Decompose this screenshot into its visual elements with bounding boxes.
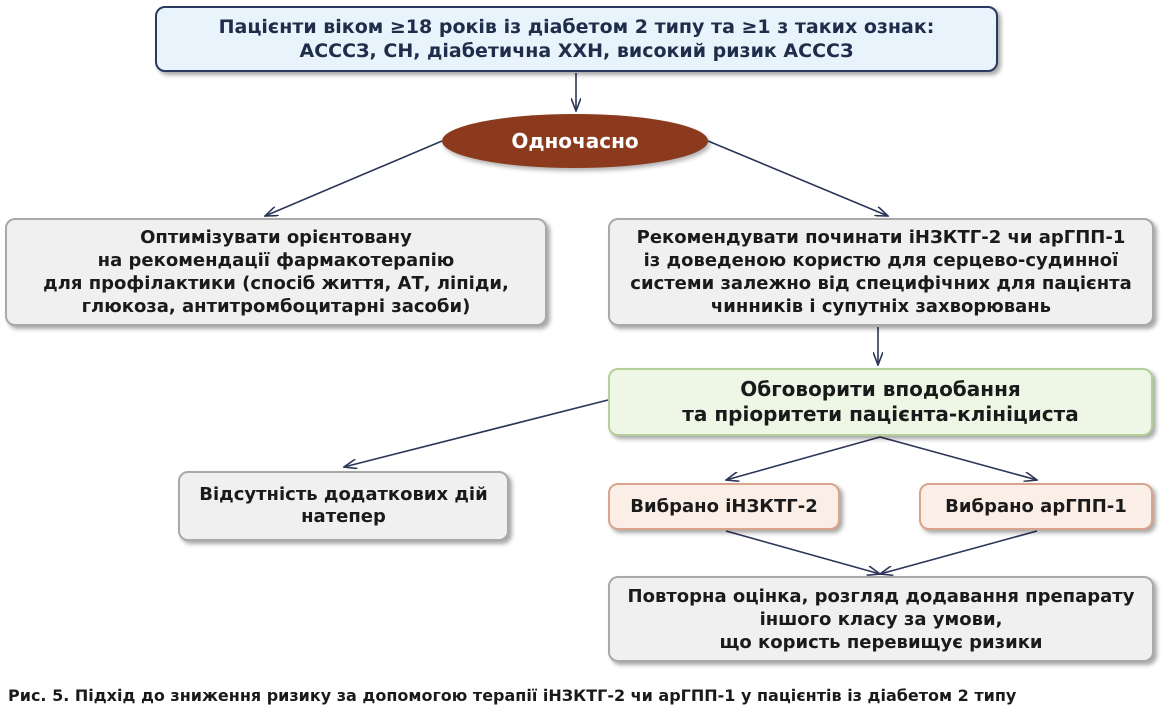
no-further-action-box <box>178 471 509 541</box>
arrow-sglt2-to-reeval <box>726 531 880 574</box>
glp1-chosen-text: Вибрано арГПП-1 <box>945 496 1127 517</box>
recommend-text: Рекомендувати починати іНЗКТГ-2 чи арГПП-1 із доведеною користю для серцево-судинної системи залежно від специфічних для пацієнта чинників і супутніх захворювань <box>630 227 1132 317</box>
sglt2-chosen-text: Вибрано іНЗКТГ-2 <box>630 496 818 517</box>
no-further-action-text: Відсутність додаткових дій натепер <box>199 484 488 527</box>
arrow-discuss-to-glp1 <box>880 437 1037 480</box>
simultaneous-oval <box>442 114 708 168</box>
arrow-discuss-to-none <box>344 400 608 467</box>
figure-caption: Рис. 5. Підхід до зниження ризику за допомогою терапії іНЗКТГ-2 чи арГПП-1 у пацієнтів із діабетом 2 типу <box>8 686 1017 705</box>
discuss-preferences-box <box>608 368 1153 436</box>
discuss-preferences-text: Обговорити вподобання та пріоритети пацієнта-клініциста <box>682 377 1079 426</box>
sglt2-chosen-box <box>608 483 840 530</box>
glp1-chosen-box <box>919 483 1153 530</box>
recommend-sglt2-glp1-box <box>608 218 1154 326</box>
arrow-oval-to-left <box>265 141 442 216</box>
reevaluation-box <box>608 576 1154 662</box>
arrow-glp1-to-reeval <box>880 531 1037 574</box>
patient-criteria-box <box>155 6 998 72</box>
optimize-therapy-text: Оптимізувати орієнтовану на рекомендації фармакотерапію для профілактики (спосіб життя, АТ, ліпіди, глюкоза, антитромбоцитарні засоби) <box>43 227 509 317</box>
arrow-discuss-to-sglt2 <box>726 437 880 480</box>
patient-criteria-text: Пацієнти віком ≥18 років із діабетом 2 типу та ≥1 з таких ознак: АСССЗ, СН, діабетична ХХН, високий ризик АСССЗ <box>218 16 935 62</box>
arrow-oval-to-right <box>708 141 888 216</box>
optimize-therapy-box <box>5 218 547 326</box>
reevaluation-text: Повторна оцінка, розгляд додавання препарату іншого класу за умови, що користь перевищує ризики <box>627 585 1135 653</box>
simultaneous-label: Одночасно <box>511 129 639 153</box>
